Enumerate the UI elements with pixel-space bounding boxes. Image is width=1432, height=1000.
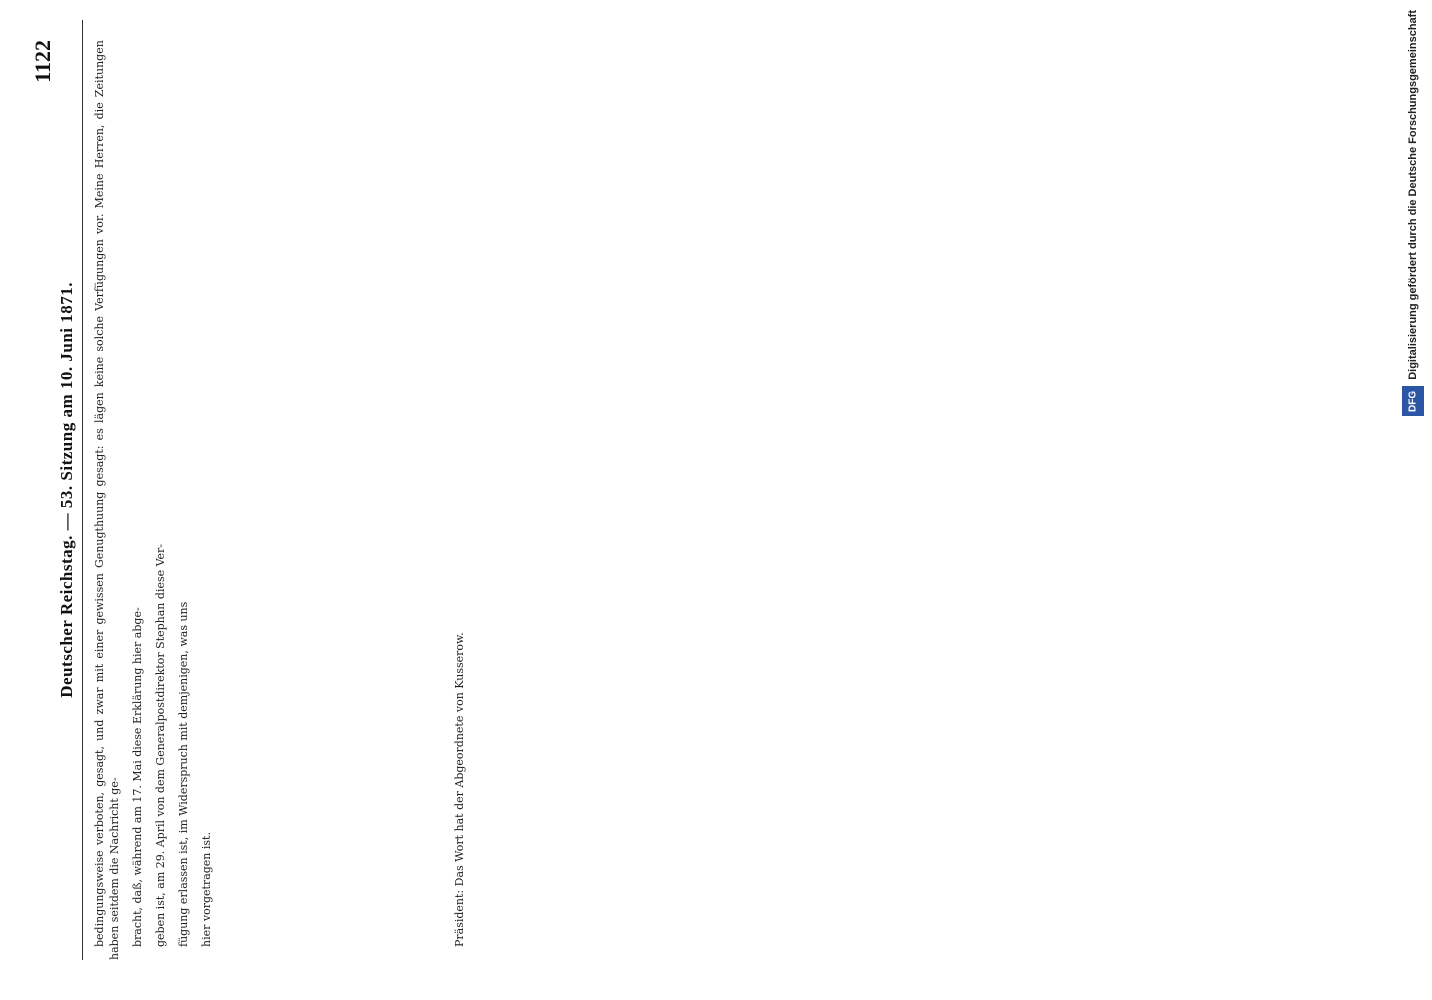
text-column-left	[92, 40, 442, 960]
text-column-right	[820, 40, 1200, 960]
page-number: 1122	[30, 40, 55, 83]
running-header-text: Deutscher Reichstag. — 53. Sitzung am 10. Juni 1871.	[57, 282, 76, 698]
paragraph: geben ist, am 29. April von dem Generalpostdirektor Stephan diese Ver-	[154, 543, 167, 947]
paragraph: bracht, daß, während am 17. Mai diese Erklärung hier abge-	[131, 607, 144, 947]
paragraph: Präsident: Das Wort hat der Abgeordnete von Kusserow.	[453, 632, 466, 947]
running-header	[54, 20, 80, 960]
text-column-middle	[452, 40, 812, 960]
paragraph: hier vorgetragen ist.	[200, 831, 213, 947]
header-rule	[82, 20, 83, 960]
paragraph: fügung erlassen ist, im Widerspruch mit demjenigen, was uns	[177, 601, 190, 947]
digitization-credit	[1400, 10, 1426, 990]
dfg-logo: DFG	[1402, 386, 1424, 416]
paragraph: bedingungsweise verboten, gesagt, und zwar mit einer gewissen Genugthuung gesagt: es lägen keine solche Verfügungen vor. Meine Herren, die Zeitungen haben seitdem die Nachricht ge-	[93, 40, 121, 960]
credit-text: Digitalisierung gefördert durch die Deutsche Forschungsgemeinschaft	[1407, 10, 1419, 380]
